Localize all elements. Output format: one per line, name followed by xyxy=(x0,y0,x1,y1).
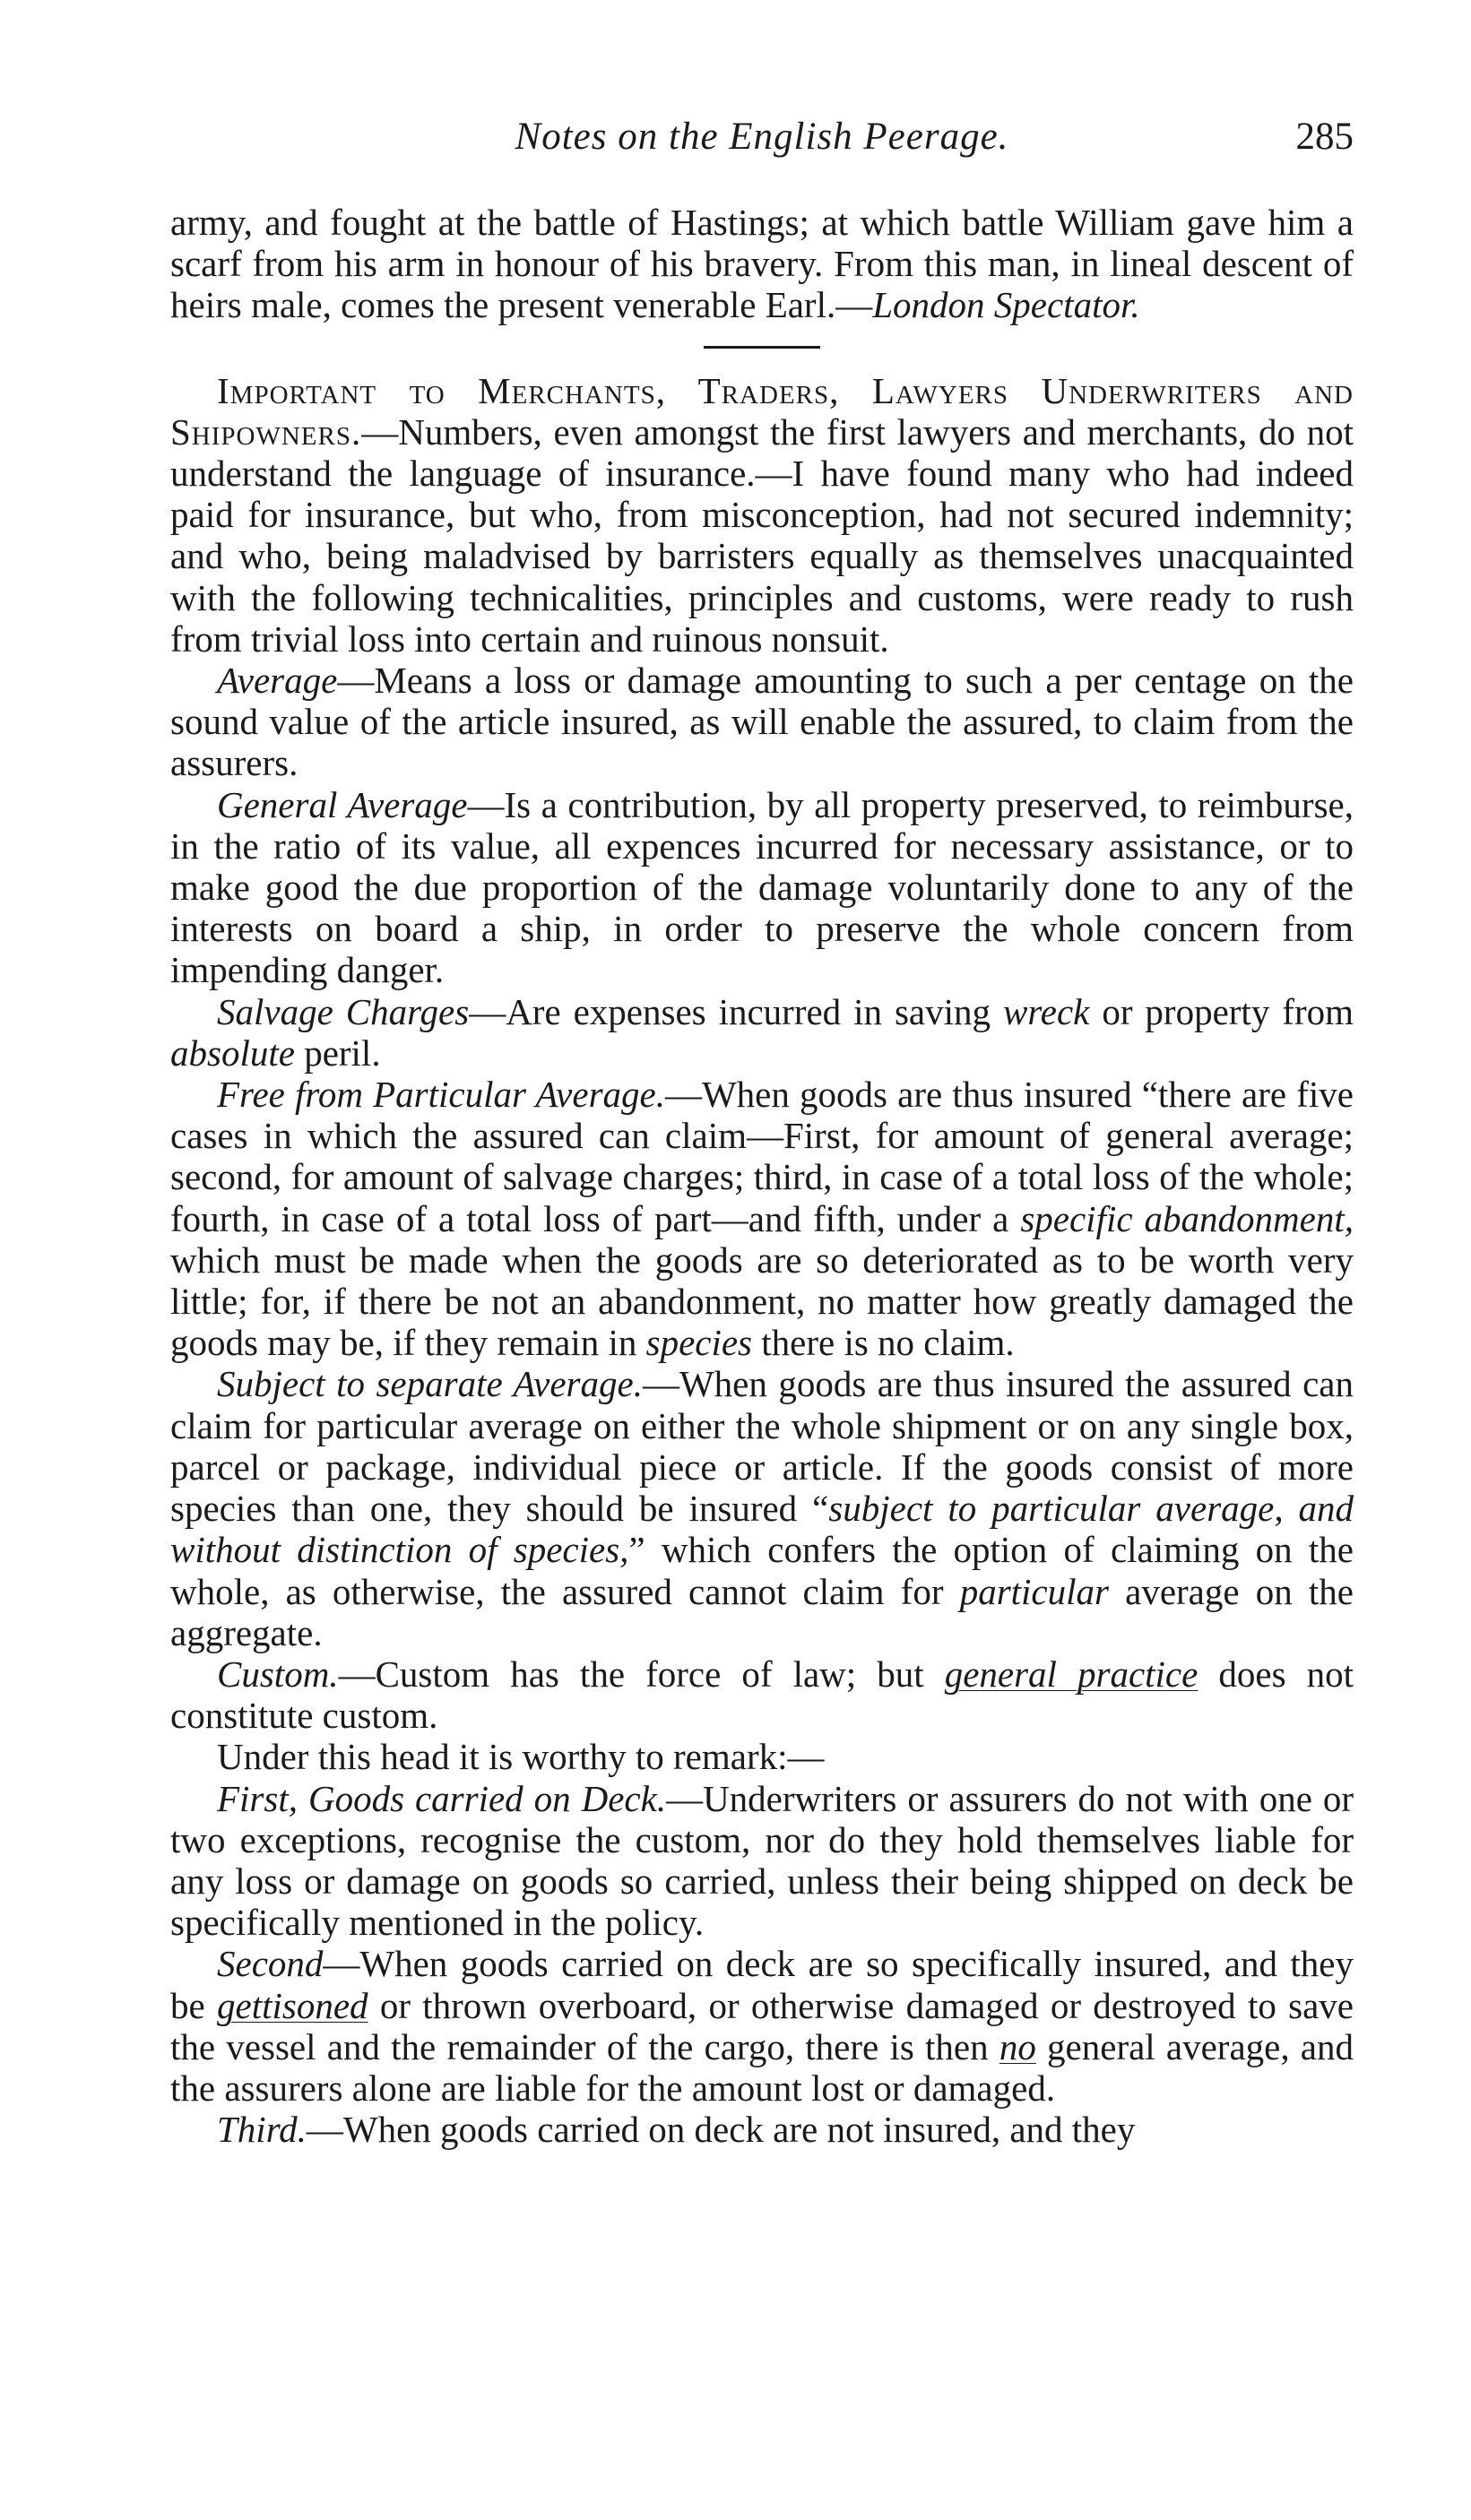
definition-text: —Custom has the force of law; but xyxy=(338,1653,945,1695)
page-header xyxy=(170,115,1354,168)
paragraph-continued xyxy=(170,202,1354,326)
definition-text: —When goods carried on deck are not insured, and they xyxy=(306,2109,1136,2151)
definition-text: peril. xyxy=(294,1031,381,1074)
paragraph-intro xyxy=(170,370,1354,660)
definition-custom xyxy=(170,1653,1354,1736)
definition-term: Free from Particular Average. xyxy=(217,1074,665,1116)
definition-text: general average, and the assurers alone are liable for the amount lost or damaged. xyxy=(170,2025,1354,2109)
emphasis-text: general practice xyxy=(944,1653,1198,1695)
definition-text: —Is a contribution, by all property preserved, to reimburse, in the ratio of its value, all expences incurred for necessary assistance, or to make good the due proportion of the damage voluntarily done to any of the interests on board a ship, in order to preserve the whole concern from impending danger. xyxy=(170,783,1354,991)
emphasis-text: wreck xyxy=(1002,990,1090,1032)
definition-text: or property from xyxy=(1089,990,1354,1032)
emphasis-text: gettisoned xyxy=(217,1984,368,2026)
definition-general-average xyxy=(170,784,1354,991)
emphasis-text: specific abandonment, xyxy=(1020,1197,1354,1239)
definition-text: —Are expenses incurred in saving xyxy=(469,990,1003,1032)
emphasis-text: absolute xyxy=(170,1031,295,1074)
running-title: Notes on the English Peerage. xyxy=(515,116,1009,158)
paragraph-text: Under this head it is worthy to remark:— xyxy=(217,1736,825,1778)
paragraph-text: army, and fought at the battle of Hastings; at which battle William gave him a scarf from his arm in honour of his bravery. From this man, in lineal descent of heirs male, comes the present venerable Earl.— xyxy=(170,202,1354,326)
definition-term: Custom. xyxy=(217,1653,339,1695)
definition-text: —When goods carried on deck are so specifically insured, and they be xyxy=(170,1943,1354,2026)
definition-text: —When goods are thus insured the assured can claim for particular average on either the whole shipment or on any single box, parcel or package, individual piece or article. If the goods consist of more species than one, they should be insured “ xyxy=(170,1363,1354,1530)
definition-term: First, Goods carried on Deck. xyxy=(217,1777,667,1819)
definition-term: Subject to separate Average. xyxy=(217,1363,643,1405)
definition-text: does not constitute custom. xyxy=(170,1653,1354,1737)
rule-second xyxy=(170,1943,1354,2109)
definition-text: which must be made when the goods are so deteriorated as to be worth very little; for, if there be not an abandonment, no matter how greatly damaged the goods may be, if they remain in xyxy=(170,1238,1354,1364)
definition-text: there is no claim. xyxy=(752,1322,1015,1364)
definition-text: or thrown overboard, or otherwise damaged or destroyed to save the vessel and the remainder of the cargo, there is then xyxy=(170,1984,1354,2067)
definition-term: Salvage Charges xyxy=(217,990,470,1032)
emphasis-text: no xyxy=(999,2025,1036,2067)
definition-text: —Means a loss or damage amounting to such a per centage on the sound value of the article insured, as will enable the assured, to claim from the assurers. xyxy=(170,660,1354,784)
paragraph-text: —Numbers, even amongst the first lawyers and merchants, do not understand the language of insurance.—I have found many who had indeed paid for insurance, but who, from misconception, had not secured indemnity; and who, being maladvised by barristers equally as themselves unacquainted with the following technicalities, principles and customs, were ready to rush from trivial loss into certain and ruinous nonsuit. xyxy=(170,410,1354,660)
paragraph-remark xyxy=(170,1736,1354,1777)
source-citation: London Spectator. xyxy=(872,284,1140,326)
definition-text: ” which confers the option of claiming on the whole, as otherwise, the assured cannot claim for xyxy=(170,1529,1354,1612)
emphasis-text: particular xyxy=(959,1570,1109,1612)
definition-salvage-charges xyxy=(170,991,1354,1074)
section-divider xyxy=(704,346,820,349)
definition-text: —Underwriters or assurers do not with one or two exceptions, recognise the custom, nor do they hold themselves liable for any loss or damage on goods so carried, unless their being shipped on deck be specifically mentioned in the policy. xyxy=(170,1777,1354,1944)
page-number: 285 xyxy=(1295,116,1354,158)
definition-term: Third. xyxy=(217,2109,307,2151)
definition-term: Average xyxy=(217,660,338,702)
definition-text: —When goods are thus insured “there are five cases in which the assured can claim—First, for amount of general average; second, for amount of salvage charges; third, in case of a total loss of the whole; fourth, in case of a total loss of part—and fifth, under a xyxy=(170,1074,1354,1239)
definition-term: Second xyxy=(217,1943,324,1985)
definition-average xyxy=(170,660,1354,784)
definition-term: General Average xyxy=(217,783,468,825)
rule-first-deck-goods xyxy=(170,1778,1354,1944)
emphasis-text: subject to particular average, and without distinction of species, xyxy=(170,1488,1354,1571)
definition-free-from-particular-average xyxy=(170,1074,1354,1363)
definition-text: average on the aggregate. xyxy=(170,1570,1354,1653)
body-text xyxy=(170,202,1354,2150)
emphasis-text: species xyxy=(645,1322,753,1364)
rule-third xyxy=(170,2109,1354,2150)
definition-subject-to-separate-average xyxy=(170,1363,1354,1653)
article-heading: Important to Merchants, Traders, Lawyers Underwriters and Shipowners. xyxy=(170,369,1354,453)
